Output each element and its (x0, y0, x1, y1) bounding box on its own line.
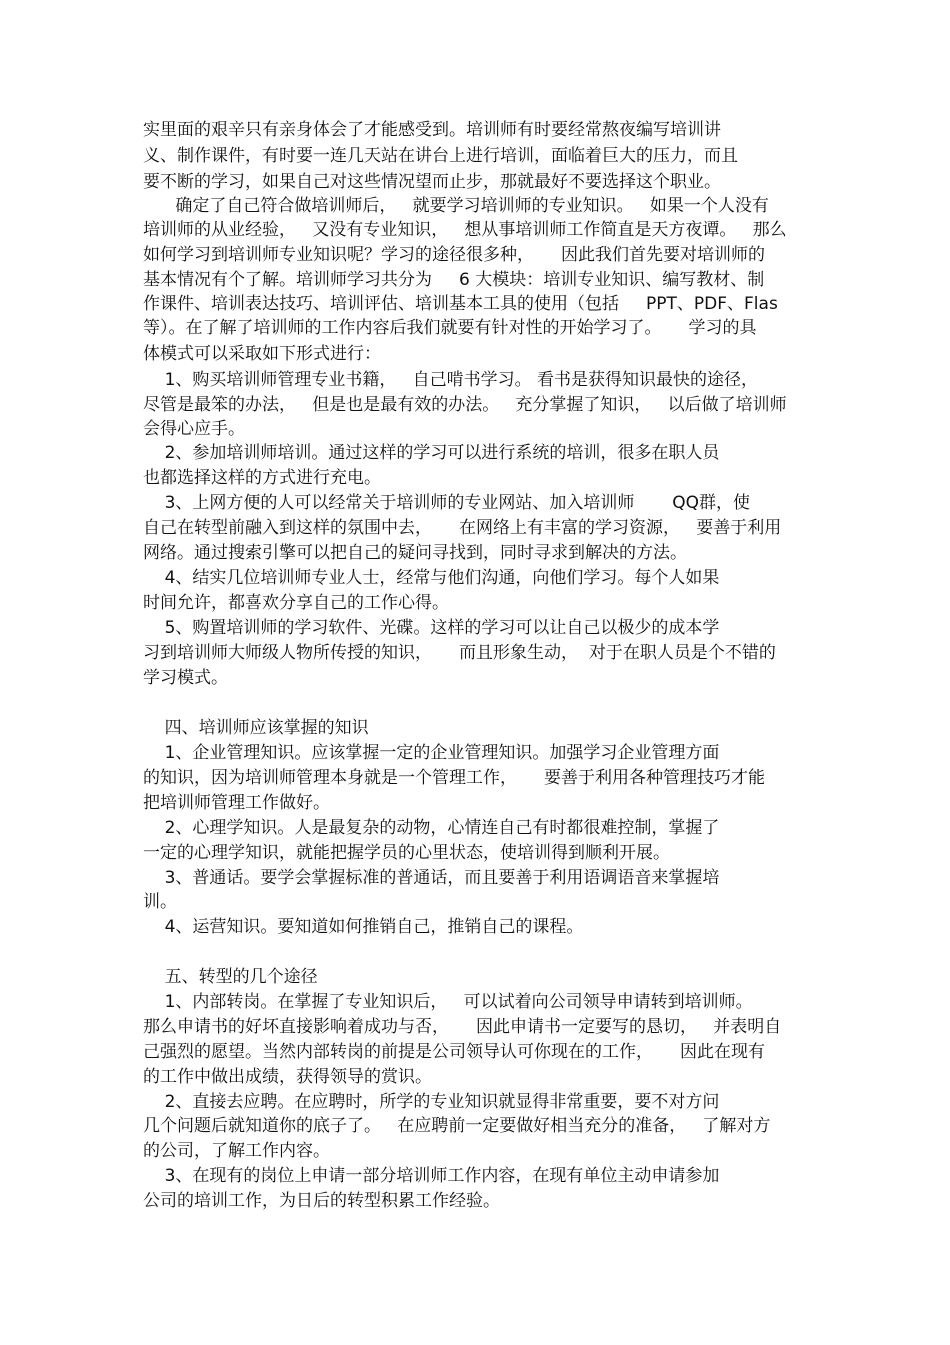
text-line: 3、在现有的岗位上申请一部分培训师工作内容，在现有单位主动申请参加 (143, 1166, 720, 1186)
text-line: 1、购买培训师管理专业书籍， 自己啃书学习。 看书是获得知识最快的途径， (143, 370, 759, 390)
text-line: 训。 (143, 892, 177, 912)
text-line: 一定的心理学知识，就能把握学员的心里状态，使培训得到顺利开展。 (143, 843, 670, 863)
text-line: 如何学习到培训师专业知识呢？学习的途径很多种， 因此我们首先要对培训师的 (143, 245, 766, 265)
text-line: 2、参加培训师培训。通过这样的学习可以进行系统的培训，很多在职人员 (143, 443, 720, 463)
text-line: 3、上网方便的人可以经常关于培训师的专业网站、加入培训师 QQ群，使 (143, 493, 751, 513)
text-line: 尽管是最笨的办法， 但是也是最有效的办法。 充分掌握了知识， 以后做了培训师 (143, 395, 787, 415)
text-line: 3、普通话。要学会掌握标准的普通话，而且要善于利用语调语音来掌握培 (143, 868, 720, 888)
text-line: 实里面的艰辛只有亲身体会了才能感受到。培训师有时要经常熬夜编写培训讲 (143, 120, 721, 140)
text-line: 把培训师管理工作做好。 (143, 793, 330, 813)
text-line: 4、结实几位培训师专业人士，经常与他们沟通，向他们学习。每个人如果 (143, 568, 720, 588)
text-line: 自己在转型前融入到这样的氛围中去， 在网络上有丰富的学习资源， 要善于利用 (143, 518, 782, 538)
text-line: 2、直接去应聘。在应聘时，所学的专业知识就显得非常重要，要不对方问 (143, 1092, 720, 1112)
text-line: 要不断的学习，如果自己对这些情况望而止步，那就最好不要选择这个职业。 (143, 172, 721, 192)
text-line: 习到培训师大师级人物所传授的知识， 而且形象生动， 对于在职人员是个不错的 (143, 643, 776, 663)
text-line: 己强烈的愿望。当然内部转岗的前提是公司领导认可你现在的工作， 因此在现有 (143, 1042, 766, 1062)
text-line: 时间允许，都喜欢分享自己的工作心得。 (143, 593, 449, 613)
text-line: 也都选择这样的方式进行充电。 (143, 468, 381, 488)
text-line: 培训师的从业经验， 又没有专业知识， 想从事培训师工作简直是天方夜谭。 那么 (143, 220, 787, 240)
text-line: 2、心理学知识。人是最复杂的动物，心情连自己有时都很难控制，掌握了 (143, 818, 720, 838)
text-line: 基本情况有个了解。培训师学习共分为 6 大模块：培训专业知识、编写教材、制 (143, 270, 765, 290)
text-line: 学习模式。 (143, 668, 228, 688)
text-line: 的工作中做出成绩，获得领导的赏识。 (143, 1067, 432, 1087)
text-line: 公司的培训工作，为日后的转型积累工作经验。 (143, 1191, 500, 1211)
text-line: 体模式可以采取如下形式进行： (143, 344, 381, 364)
text-line: 1、内部转岗。在掌握了专业知识后， 可以试着向公司领导申请转到培训师。 (143, 992, 753, 1012)
text-line: 几个问题后就知道你的底子了。 在应聘前一定要做好相当充分的准备， 了解对方 (143, 1116, 771, 1136)
text-line: 等）。在了解了培训师的工作内容后我们就要有针对性的开始学习了。 学习的具 (143, 318, 757, 338)
text-line: 义、制作课件，有时要一连几天站在讲台上进行培训，面临着巨大的压力，而且 (143, 146, 738, 166)
section-heading: 五、转型的几个途径 (143, 967, 318, 987)
section-heading: 四、培训师应该掌握的知识 (143, 718, 369, 738)
text-line: 5、购置培训师的学习软件、光碟。这样的学习可以让自己以极少的成本学 (143, 618, 720, 638)
text-line: 的知识，因为培训师管理本身就是一个管理工作， 要善于利用各种管理技巧才能 (143, 768, 766, 788)
text-line: 网络。通过搜索引擎可以把自己的疑问寻找到，同时寻求到解决的方法。 (143, 543, 687, 563)
text-line: 会得心应手。 (143, 419, 245, 439)
text-line: 作课件、培训表达技巧、培训评估、培训基本工具的使用（包括 PPT、PDF、Flas (143, 294, 778, 314)
text-line: 1、企业管理知识。应该掌握一定的企业管理知识。加强学习企业管理方面 (143, 743, 720, 763)
text-line: 的公司，了解工作内容。 (143, 1141, 330, 1161)
text-line: 那么申请书的好坏直接影响着成功与否， 因此申请书一定要写的恳切， 并表明自 (143, 1017, 782, 1037)
text-line: 4、运营知识。要知道如何推销自己，推销自己的课程。 (143, 917, 584, 937)
text-line: 确定了自己符合做培训师后， 就要学习培训师的专业知识。 如果一个人没有 (143, 196, 769, 216)
